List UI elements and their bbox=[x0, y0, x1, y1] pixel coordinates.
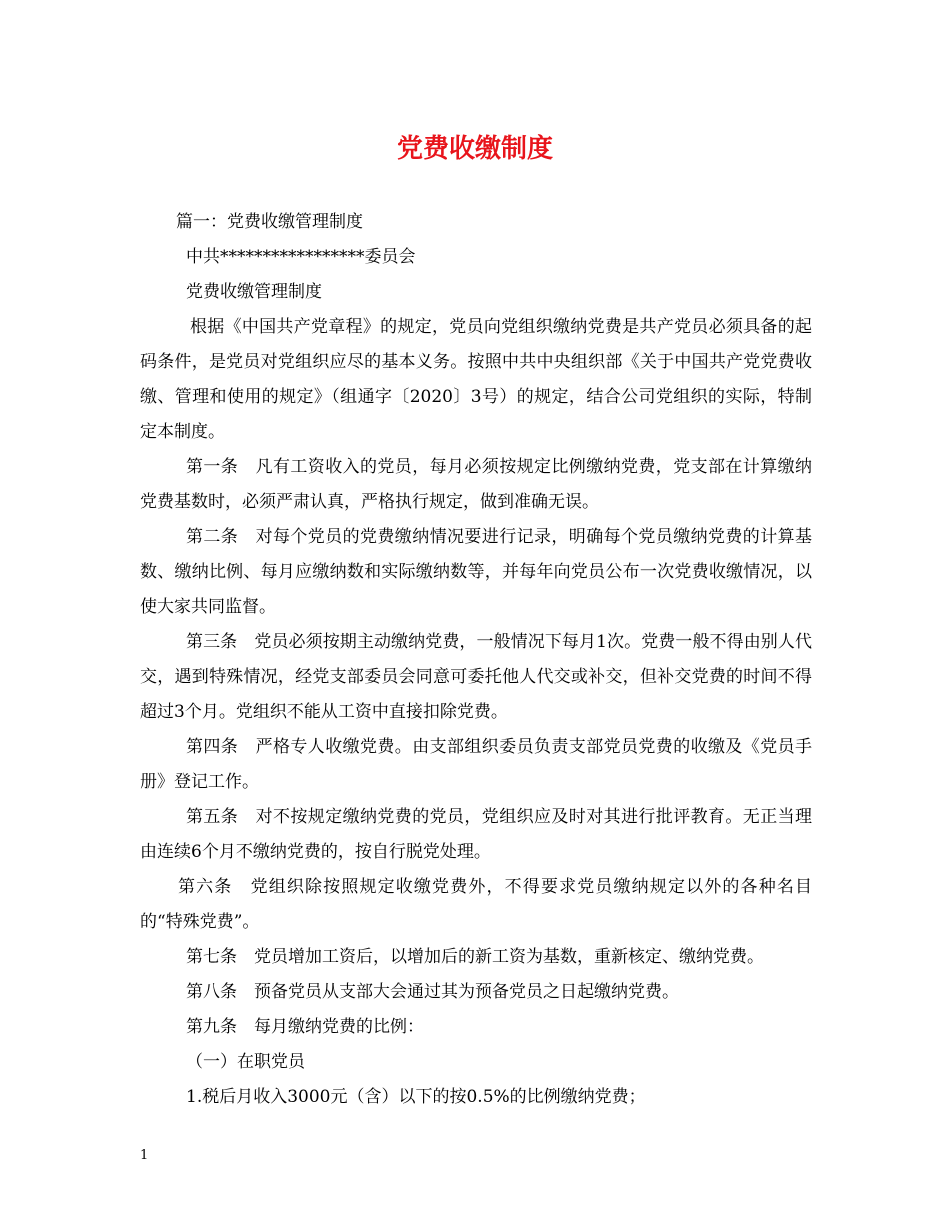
rate-item-1: 1.税后月收入3000元（含）以下的按0.5%的比例缴纳党费； bbox=[186, 1087, 646, 1107]
article-4: 第四条 严格专人收缴党费。由支部组织委员负责支部党员党费的收缴及《党员手册》登记工作。 bbox=[140, 737, 812, 792]
section-heading: 篇一：党费收缴管理制度 bbox=[176, 212, 363, 232]
article-8: 第八条 预备党员从支部大会通过其为预备党员之日起缴纳党费。 bbox=[186, 982, 679, 1002]
document-title: 党费收缴制度 bbox=[396, 134, 553, 164]
article-3: 第三条 党员必须按期主动缴纳党费，一般情况下每月1次。党费一般不得由别人代交，遇到特殊情况，经党支部委员会同意可委托他人代交或补交，但补交党费的时间不得超过3个月。党组织不能从工资中直接扣除党费。 bbox=[140, 632, 812, 722]
article-2: 第二条 对每个党员的党费缴纳情况要进行记录，明确每个党员缴纳党费的计算基数、缴纳比例、每月应缴纳数和实际缴纳数等，并每年向党员公布一次党费收缴情况，以使大家共同监督。 bbox=[140, 527, 812, 617]
article-7: 第七条 党员增加工资后，以增加后的新工资为基数，重新核定、缴纳党费。 bbox=[186, 947, 764, 967]
article-9: 第九条 每月缴纳党费的比例： bbox=[186, 1017, 424, 1037]
article-1: 第一条 凡有工资收入的党员，每月必须按规定比例缴纳党费，党支部在计算缴纳党费基数时，必须严肃认真，严格执行规定，做到准确无误。 bbox=[140, 457, 812, 512]
regulation-title: 党费收缴管理制度 bbox=[186, 282, 322, 302]
article-6: 第六条 党组织除按照规定收缴党费外，不得要求党员缴纳规定以外的各种名目的“特殊党费”。 bbox=[140, 877, 812, 932]
subsection-heading: （一）在职党员 bbox=[186, 1052, 305, 1072]
preamble-paragraph: 根据《中国共产党章程》的规定，党员向党组织缴纳党费是共产党员必须具备的起码条件，是党员对党组织应尽的基本义务。按照中共中央组织部《关于中国共产党党费收缴、管理和使用的规定》（组通字〔2020〕3号）的规定，结合公司党组织的实际，特制定本制度。 bbox=[140, 317, 812, 442]
organization-line: 中共*****************委员会 bbox=[186, 247, 416, 267]
page-number: 1 bbox=[140, 1148, 149, 1163]
article-5: 第五条 对不按规定缴纳党费的党员，党组织应及时对其进行批评教育。无正当理由连续6个月不缴纳党费的，按自行脱党处理。 bbox=[140, 807, 812, 862]
document-body bbox=[140, 205, 812, 1115]
